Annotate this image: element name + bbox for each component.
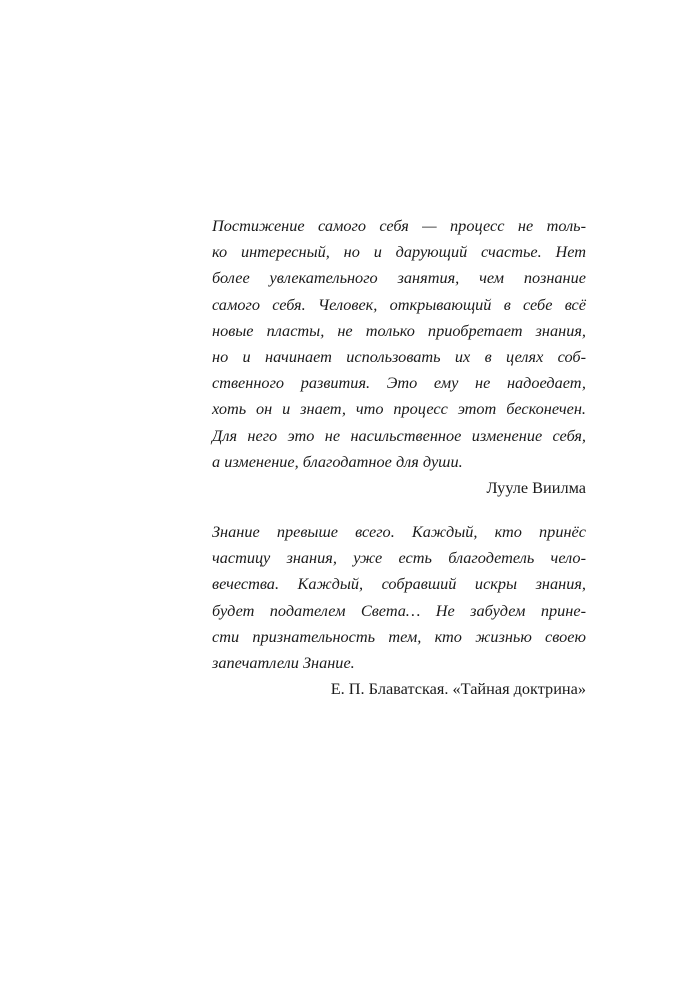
quote-line: Знание превыше всего. Каждый, кто принёс [212, 522, 586, 541]
quote-line: ственного развития. Это ему не надоедает, [212, 373, 586, 393]
quote-line: будет подателем Света… Не забудем прине- [212, 600, 586, 620]
epigraph-blavatsky [212, 519, 586, 702]
quote-line: запечатлели Знание. [212, 653, 355, 673]
quote-line: самого себя. Человек, открывающий в себе всё [212, 294, 586, 314]
epigraph-author: Е. П. Блаватская. «Тайная доктрина» [330, 679, 586, 699]
quote-line: более увлекательного занятия, чем познание [212, 268, 586, 288]
quote-line: вечества. Каждый, собравший искры знания, [212, 574, 586, 594]
epigraph-viilma [212, 213, 586, 501]
quote-line: ко интересный, но и дарующий счастье. Нет [212, 242, 586, 262]
quote-line: Постижение самого себя — процесс не толь- [212, 216, 586, 235]
quote-line: но и начинает использовать их в целях соб- [212, 347, 586, 367]
quote-line: частицу знания, уже есть благодетель чело- [212, 548, 586, 568]
epigraph-author: Лууле Виилма [486, 478, 586, 498]
quote-line: новые пласты, не только приобретает знания, [212, 320, 586, 340]
quote-line: сти признательность тем, кто жизнью своею [212, 626, 586, 646]
quote-line: хоть он и знает, что процесс этот бесконечен. [212, 399, 586, 419]
quote-line: Для него это не насильственное изменение себя, [212, 425, 586, 445]
quote-line: а изменение, благодатное для души. [212, 451, 463, 471]
